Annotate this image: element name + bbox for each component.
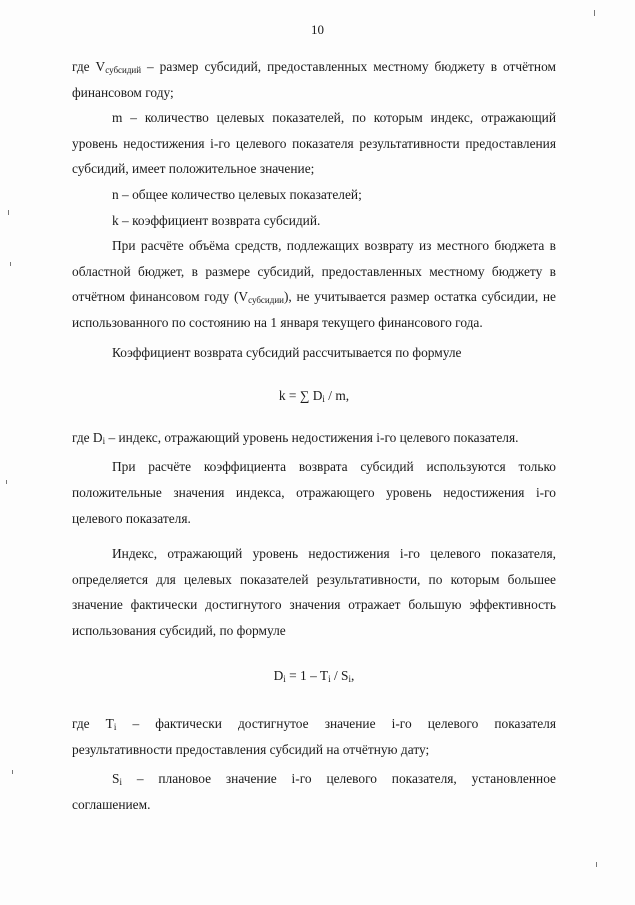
definition-n: n – общее количество целевых показателей; (112, 186, 362, 202)
definition-m: m – количество целевых показателей, по которым индекс, отражающий уровень недостижения i-го целевого показателя результативности предоставления субсидий, имеет положительное значение; (72, 110, 556, 177)
scan-speck (594, 10, 595, 16)
formula-index-d: $D_i = 1 - T_i / S_i$, (273, 668, 355, 685)
definition-k: k – коэффициент возврата субсидий. (112, 212, 321, 228)
page-number: 10 (311, 22, 324, 37)
scan-speck (596, 862, 597, 867)
scan-speck (6, 480, 7, 484)
definition-d-index: где $D_i$ – индекс, отражающий уровень недостижения i-го целевого показателя. (72, 429, 519, 446)
document-body (72, 54, 556, 817)
scan-speck (8, 210, 9, 215)
paragraph-index-definition: Индекс, отражающий уровень недостижения i-го целевого показателя, определяется для целевых показателей результативности, по которым большее значение фактически достигнутого значения отражает большую эффективность использования субсидий, по формуле (72, 546, 556, 638)
definition-v-subsidies: где $V_{субсидий}$ – размер субсидий, предоставленных местному бюджету в отчётном финансовом году; (72, 59, 556, 100)
formula-coefficient-k: k = ∑ $D_i$ / m, (278, 388, 350, 405)
definition-s-planned: $S_i$ – плановое значение i-го целевого показателя, установленное соглашением. (72, 771, 556, 812)
scan-speck (10, 262, 11, 266)
definition-t-actual: где $T_i$ – фактически достигнутое значение i-го целевого показателя результативности предоставления субсидий на отчётную дату; (72, 716, 557, 757)
paragraph-positive-values: При расчёте коэффициента возврата субсидий используются только положительные значения индекса, отражающего уровень недостижения i-го целевого показателя. (72, 459, 556, 526)
paragraph-coefficient-intro: Коэффициент возврата субсидий рассчитывается по формуле (112, 344, 462, 360)
scan-speck (12, 770, 13, 774)
paragraph-remainder-rule: При расчёте объёма средств, подлежащих возврату из местного бюджета в областной бюджет, в размере субсидий, предоставленных местному бюджету в отчётном финансовом году $(V_{субсидии})$, не учитывается размер остатка субсидии, не использованного по состоянию на 1 января текущего финансового года. (72, 238, 556, 330)
